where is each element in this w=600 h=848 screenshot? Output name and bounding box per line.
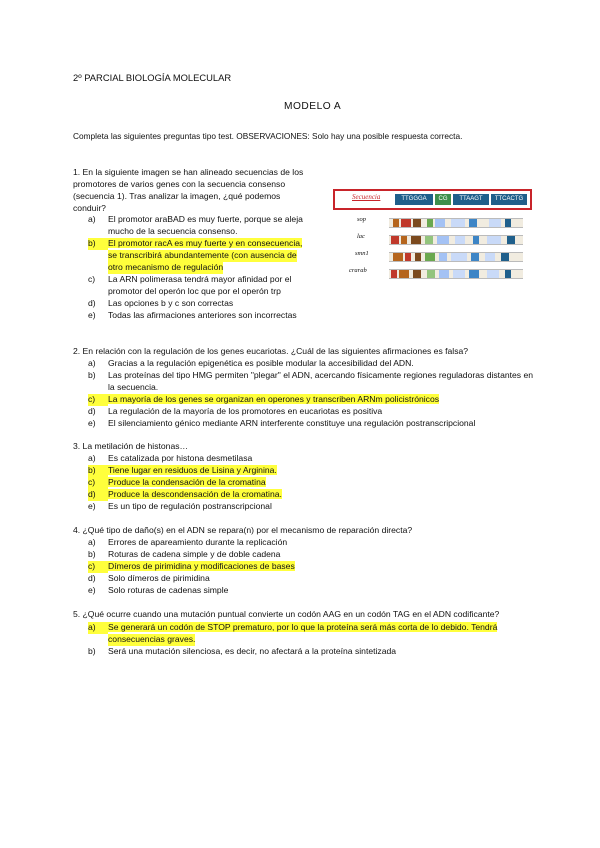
option-letter: e) — [88, 310, 96, 320]
figure-title: Secuencia — [352, 193, 381, 201]
option-letter: b) — [88, 646, 96, 656]
option-letter: b) — [88, 465, 108, 477]
option-letter: e) — [88, 501, 96, 511]
q2-option-b[interactable] — [88, 370, 533, 382]
option-letter: e) — [88, 585, 96, 595]
option-text: Solo dímeros de pirimidina — [108, 573, 210, 583]
exam-header: 2º PARCIAL BIOLOGÍA MOLECULAR — [73, 72, 232, 83]
option-letter: c) — [88, 274, 96, 284]
option-text: El promotor araBAD es muy fuerte, porque se aleja — [108, 214, 303, 224]
q2-option-d[interactable] — [88, 406, 382, 418]
option-text: El silenciamiento génico mediante ARN interferente constituye una regulación postranscripcional — [108, 418, 476, 428]
row-label: sop — [357, 216, 367, 223]
consensus-frame — [333, 189, 532, 210]
option-text: Tiene lugar en residuos de Lisina y Arginina. — [108, 465, 277, 475]
q4-option-d[interactable] — [88, 573, 210, 585]
q4-option-e[interactable] — [88, 585, 228, 597]
option-text: Gracias a la regulación epigenética es posible modular la accesibilidad del ADN. — [108, 358, 414, 368]
q3-option-d[interactable] — [88, 489, 282, 501]
promoter-alignment-figure — [333, 189, 532, 285]
q3-stem: 3. La metilación de histonas… — [73, 441, 189, 451]
option-letter: a) — [88, 358, 96, 368]
q1-option-a-cont: mucho de la secuencia consenso. — [108, 226, 238, 236]
q5-option-a-cont: consecuencias graves. — [108, 634, 196, 644]
option-letter: d) — [88, 573, 96, 583]
option-letter: a) — [88, 622, 108, 634]
option-letter: d) — [88, 489, 108, 501]
q1-stem-3: (secuencia 1). Tras analizar la imagen, ¿qué podemos — [73, 191, 281, 201]
q4-option-c[interactable] — [88, 561, 295, 573]
row-label: smn1 — [355, 250, 369, 257]
q1-option-c-cont: promotor del operón loc que por el operón trp — [108, 286, 281, 296]
instructions: Completa las siguientes preguntas tipo test. OBSERVACIONES: Solo hay una posible respuesta correcta. — [73, 131, 463, 141]
alignment-row — [333, 233, 528, 245]
row-sequence-bar — [389, 218, 523, 228]
option-text: La ARN polimerasa tendrá mayor afinidad por el — [108, 274, 292, 284]
option-text: La mayoría de los genes se organizan en operones y transcriben ARNm policistrónicos — [108, 394, 440, 404]
row-label: crarab — [349, 267, 367, 274]
option-text: Todas las afirmaciones anteriores son incorrectas — [108, 310, 297, 320]
q1-option-b-cont-1: se transcribirá abundantemente (con ausencia de — [108, 250, 297, 260]
q4-stem: 4. ¿Qué tipo de daño(s) en el ADN se repara(n) por el mecanismo de reparación directa? — [73, 525, 413, 535]
q4-option-b[interactable] — [88, 549, 280, 561]
option-letter: a) — [88, 537, 96, 547]
option-text: Es un tipo de regulación postranscripcional — [108, 501, 272, 511]
option-text: La regulación de la mayoría de los promotores en eucariotas es positiva — [108, 406, 383, 416]
q1-option-a[interactable] — [88, 214, 303, 226]
option-letter: d) — [88, 298, 96, 308]
consensus-box-4: TTCACTG — [491, 194, 527, 205]
q5-option-b[interactable] — [88, 646, 396, 658]
q1-option-b-cont-2: otro mecanismo de regulación — [108, 262, 224, 272]
alignment-row — [333, 267, 528, 279]
q5-option-a[interactable] — [88, 622, 497, 634]
q1-option-d[interactable] — [88, 298, 233, 310]
consensus-box-2: CG — [435, 194, 451, 205]
row-sequence-bar — [389, 252, 523, 262]
option-letter: c) — [88, 477, 108, 489]
model-title: MODELO A — [284, 101, 342, 112]
q3-option-a[interactable] — [88, 453, 252, 465]
option-text: Las proteínas del tipo HMG permiten "plegar" el ADN, acercando físicamente regiones reguladoras distantes en — [108, 370, 534, 380]
alignment-row — [333, 216, 528, 228]
option-text: Roturas de cadena simple y de doble cadena — [108, 549, 281, 559]
option-text: Solo roturas de cadenas simple — [108, 585, 229, 595]
option-letter: a) — [88, 214, 96, 224]
option-letter: b) — [88, 238, 108, 250]
option-text: Se generará un codón de STOP prematuro, por lo que la proteína será más corta de lo debido. Tendrá — [108, 622, 498, 632]
q1-stem-4: conduir? — [73, 203, 106, 213]
alignment-row — [333, 250, 528, 262]
q1-stem-1: 1. En la siguiente imagen se han alineado secuencias de los — [73, 167, 304, 177]
row-label: lac — [357, 233, 365, 240]
option-letter: c) — [88, 394, 108, 406]
q3-option-e[interactable] — [88, 501, 272, 513]
q2-stem: 2. En relación con la regulación de los genes eucariotas. ¿Cuál de las siguientes afirmaciones es falsa? — [73, 346, 469, 356]
q3-option-c[interactable] — [88, 477, 266, 489]
q2-option-e[interactable] — [88, 418, 475, 430]
q4-option-a[interactable] — [88, 537, 287, 549]
option-text: Será una mutación silenciosa, es decir, no afectará a la proteína sintetizada — [108, 646, 397, 656]
option-text: Produce la condensación de la cromatina — [108, 477, 266, 487]
row-sequence-bar — [389, 269, 523, 279]
option-letter: b) — [88, 370, 96, 380]
option-text: Es catalizada por histona desmetilasa — [108, 453, 253, 463]
option-letter: e) — [88, 418, 96, 428]
consensus-box-1: TTGGGA — [395, 194, 433, 205]
q2-option-b-cont: la secuencia. — [108, 382, 159, 392]
q2-option-c[interactable] — [88, 394, 439, 406]
q1-option-c[interactable] — [88, 274, 291, 286]
option-text: Las opciones b y c son correctas — [108, 298, 234, 308]
q1-option-b[interactable] — [88, 238, 302, 250]
option-text: Dímeros de pirimidina y modificaciones de bases — [108, 561, 295, 571]
q1-stem-2: promotores de varios genes con la secuencia consenso — [73, 179, 286, 189]
row-sequence-bar — [389, 235, 523, 245]
q2-option-a[interactable] — [88, 358, 414, 370]
option-letter: a) — [88, 453, 96, 463]
option-text: Produce la descondensación de la cromatina. — [108, 489, 282, 499]
q5-stem: 5. ¿Qué ocurre cuando una mutación puntual convierte un codón AAG en un codón TAG en el ADN codificante? — [73, 609, 500, 619]
option-letter: b) — [88, 549, 96, 559]
q3-option-b[interactable] — [88, 465, 277, 477]
option-text: El promotor racA es muy fuerte y en consecuencia, — [108, 238, 303, 248]
consensus-box-3: TTAAGT — [453, 194, 489, 205]
option-text: Errores de apareamiento durante la replicación — [108, 537, 288, 547]
option-letter: c) — [88, 561, 108, 573]
q1-option-e[interactable] — [88, 310, 297, 322]
option-letter: d) — [88, 406, 96, 416]
